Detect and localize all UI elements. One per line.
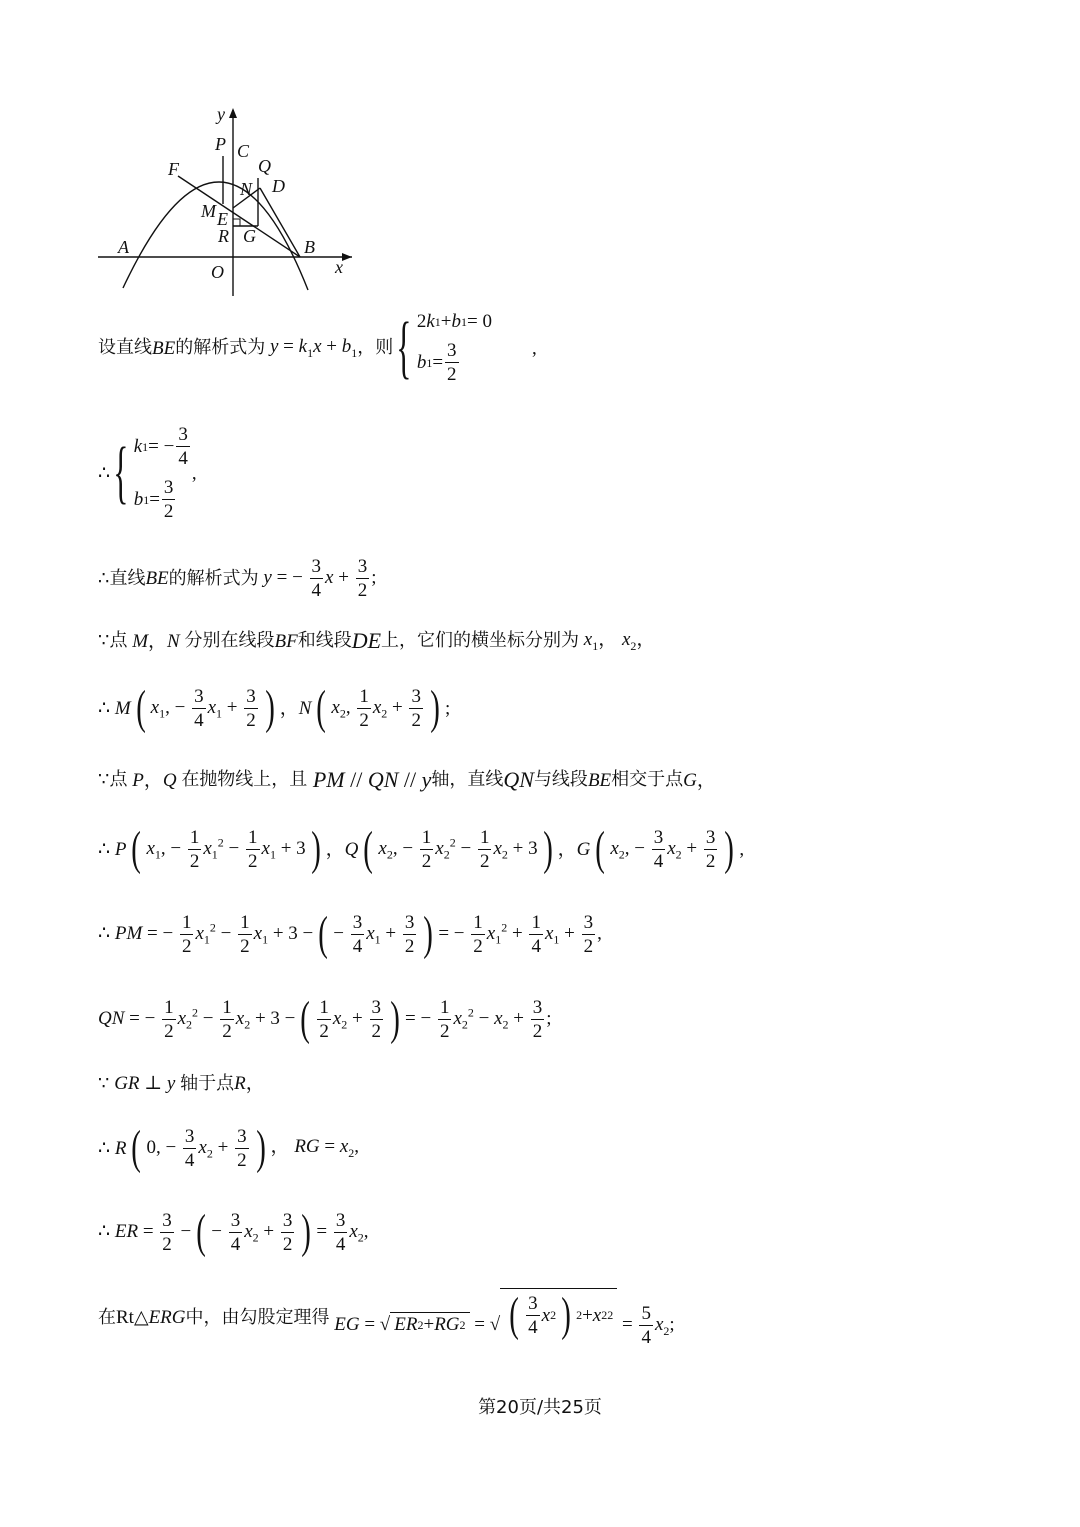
label-b: B <box>304 237 315 257</box>
line-be-result: ∴直线 BE 的解析式为 y = − $\frac{3}{4}$ x + $\frac{3}{2}$ ; <box>98 556 377 601</box>
label-q: Q <box>258 156 271 176</box>
right-angle-mark <box>233 219 240 226</box>
y-axis-arrow <box>229 108 237 118</box>
line-r-coords: ∴ R ( 0, − $\frac{3}{4}$ $x_2$ + $\frac{3}{2}$ ) ， RG = $x_2$, <box>98 1121 360 1174</box>
label-p: P <box>215 134 226 154</box>
parabola-figure <box>90 100 360 300</box>
line-db <box>260 188 300 257</box>
line-k1-b1: ∴ { k 1 = − $\frac{3}{4}$ b 1 = $\frac{3}{2}$ , <box>98 424 197 522</box>
label-a: A <box>118 237 129 257</box>
line-pq-condition: ∵点 P，Q 在抛物线上，且 PM // QN // y 轴，直线 QN 与线段 BE 相交于点 G ， <box>98 767 716 792</box>
label-y: y <box>217 104 225 124</box>
label-c: C <box>237 141 250 161</box>
label-x: x <box>335 257 343 277</box>
line-mn-points: ∵点 M，N 分别在线段 BF 和线段 DE 上，它们的横坐标分别为 $x_1$， $x_2$， <box>98 628 656 653</box>
line-pm: ∴ PM = − $\frac{1}{2}$ $x_1^2$ − $\frac{1}{2}$ $x_1 + 3$ − ( − $\frac{3}{4}$ $x_1$ + $\frac{3}{2}$ ) = − $\frac{1}{2}$ $x_1^2$ + $\frac{1}{4}$ $x_1$ + $\frac{3}{2}$ , <box>98 907 602 960</box>
label-n: N <box>240 179 253 199</box>
page-footer: 第20页/共25页 <box>478 1397 602 1418</box>
line-eg: 在 Rt△ ERG 中，由勾股定理得 EG = √ ER 2 + RG 2 = √ ( $\frac{3}{4}$ x 2 ) 2 + x 2 2 = $\frac{5}{4}$ $x_2$; <box>98 1288 675 1349</box>
line-er: ∴ ER = $\frac{3}{2}$ − ( − $\frac{3}{4}$ $x_2$ + $\frac{3}{2}$ ) = $\frac{3}{4}$ $x_2$, <box>98 1205 369 1258</box>
line-pqg-coords: ∴ P ( $x_1$, − $\frac{1}{2}$ $x_1^2$ − $\frac{1}{2}$ $x_1 + 3$ ) ，Q ( $x_2$, − $\frac{1}{2}$ $x_2^2$ − $\frac{1}{2}$ $x_2 + 3$ ) ，G ( $x_2$, − $\frac{3}{4}$ $x_2$ + $\frac{3}{2}$ ) , <box>98 822 745 875</box>
label-r: R <box>218 226 229 246</box>
label-e: E <box>217 209 228 229</box>
label-g: G <box>243 226 256 246</box>
label-m: M <box>201 201 216 221</box>
line-qn: QN = − $\frac{1}{2}$ $x_2^2$ − $\frac{1}{2}$ $x_2 + 3$ − ( $\frac{1}{2}$ $x_2$ + $\frac{3}{2}$ ) = − $\frac{1}{2}$ $x_2^2 - x_2$ + $\frac{3}{2}$ ; <box>98 992 552 1045</box>
line-be-setup: 设直线 BE 的解析式为 $y = k_1x + b_1$ ，则 { 2 k 1 + b 1 = 0 b 1 = $\frac{3}{2}$ , <box>98 309 537 386</box>
label-d: D <box>272 176 285 196</box>
label-o: O <box>211 262 224 282</box>
line-mn-coords: ∴ M ( $x_1$, − $\frac{3}{4}$ $x_1$ + $\frac{3}{2}$ ) ，N ( $x_2$, $\frac{1}{2}$ $x_2$ + $\frac{3}{2}$ ) ; <box>98 681 451 734</box>
label-f: F <box>168 159 179 179</box>
x-axis-arrow <box>342 253 352 261</box>
line-gr-perp: ∵ GR ⊥ y 轴于点 R ， <box>98 1072 265 1094</box>
